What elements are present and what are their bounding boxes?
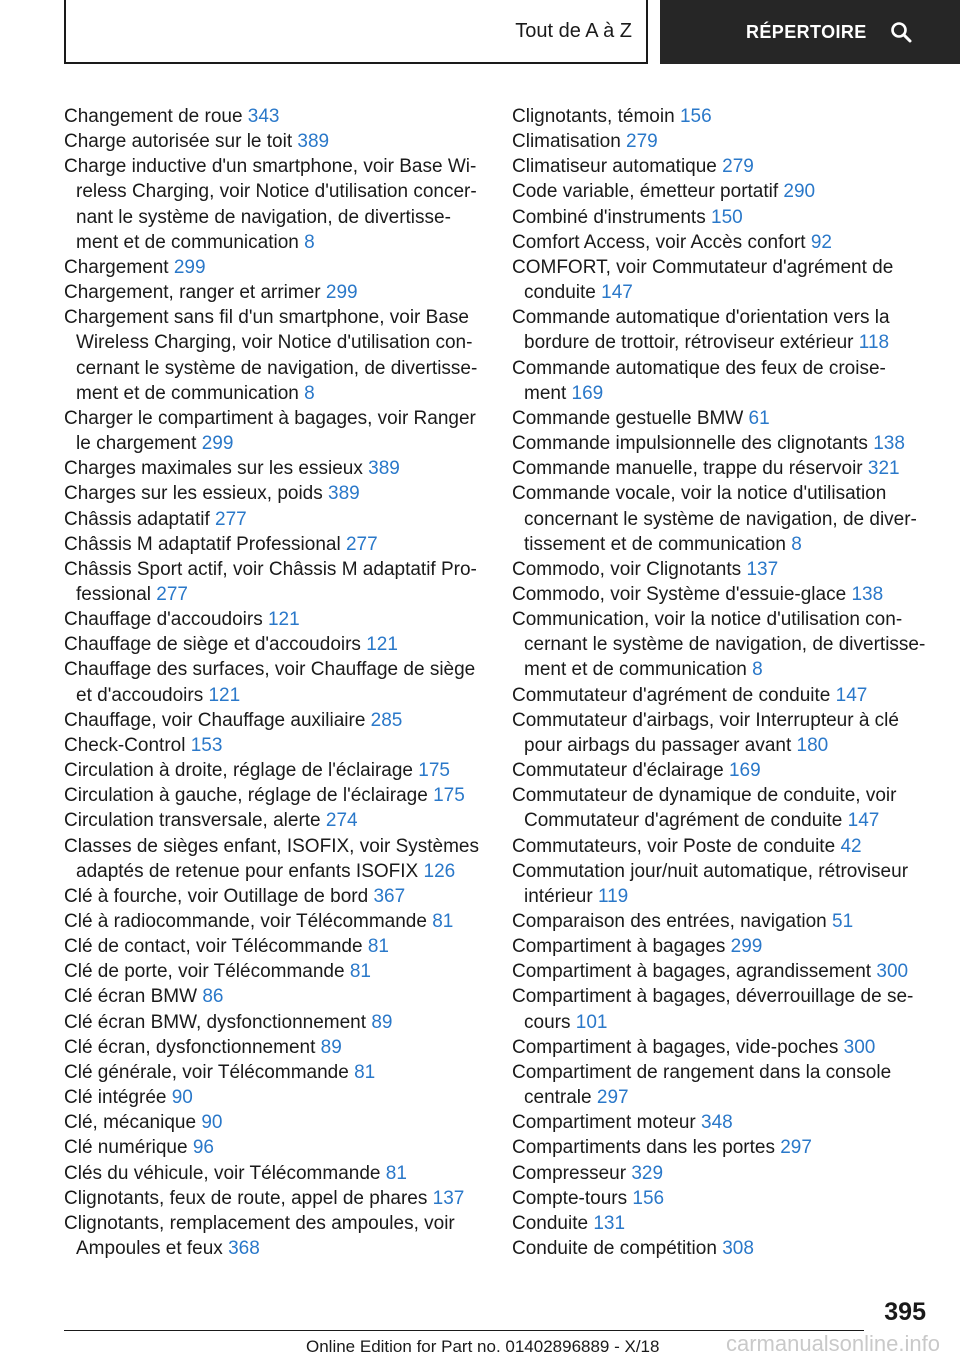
page-link[interactable]: 285 — [370, 709, 403, 731]
page-link[interactable]: 153 — [190, 734, 223, 756]
page-link[interactable]: 121 — [366, 634, 398, 656]
entry-text: Clé à radiocommande, voir Télécommande — [64, 911, 427, 932]
entry-text: Clignotants, remplacement des ampoules, voir — [64, 1212, 455, 1234]
index-entry — [64, 406, 482, 456]
entry-text: Commodo, voir Clignotants — [512, 558, 742, 580]
entry-text: Commutateur d'airbags, voir Interrupteur à clé — [512, 709, 899, 731]
index-entry — [64, 1211, 482, 1261]
page-link[interactable]: 147 — [835, 684, 868, 706]
index-entry — [512, 758, 956, 783]
entry-text: Compartiment à bagages, agrandissement — [512, 961, 872, 983]
entry-text: Compartiment de rangement dans la console — [512, 1061, 892, 1083]
entry-text: Commande impulsionnelle des clignotants — [512, 433, 868, 455]
entry-text: et d'accoudoirs — [76, 684, 204, 706]
page-link[interactable]: 147 — [847, 810, 880, 832]
page-link[interactable]: 8 — [304, 382, 315, 404]
index-entry — [512, 607, 956, 682]
index-entry — [64, 884, 482, 909]
index-entry — [64, 834, 482, 884]
page-link[interactable]: 138 — [851, 583, 884, 605]
index-column-left — [64, 104, 482, 1261]
index-entry — [512, 1211, 956, 1236]
page-link[interactable]: 90 — [201, 1112, 223, 1134]
entry-text: Clé écran BMW — [64, 986, 198, 1008]
entry-text: COMFORT, voir Commutateur d'agrément de — [512, 256, 894, 278]
entry-text: tissement et de communication — [524, 533, 786, 555]
page-link[interactable]: 119 — [597, 885, 629, 907]
page-link[interactable]: 180 — [796, 734, 829, 756]
index-entry — [512, 205, 956, 230]
index-entry — [512, 406, 956, 431]
index-entry — [64, 456, 482, 481]
index-entry — [64, 984, 482, 1009]
index-entry — [512, 984, 956, 1034]
entry-text: Compte-tours — [512, 1187, 628, 1209]
page-link[interactable]: 92 — [810, 231, 832, 253]
page-link[interactable]: 8 — [791, 533, 802, 555]
index-entry — [64, 255, 482, 280]
entry-text: conduite — [524, 282, 596, 304]
entry-text: Commande vocale, voir la notice d'utilisation — [512, 483, 887, 505]
index-entry — [64, 305, 482, 406]
entry-text: Climatiseur automatique — [512, 156, 717, 178]
entry-text: ment — [524, 382, 567, 404]
page-link[interactable]: 89 — [371, 1011, 393, 1033]
index-entry — [64, 104, 482, 129]
page-link[interactable]: 90 — [171, 1087, 193, 1109]
page-link[interactable]: 367 — [373, 885, 406, 907]
index-entry — [64, 1010, 482, 1035]
entry-text: Compartiment à bagages, vide-poches — [512, 1036, 839, 1058]
entry-text: nant le système de navigation, de divertisse- — [76, 206, 451, 228]
entry-text: Comparaison des entrées, navigation — [512, 911, 827, 932]
index-entry — [64, 733, 482, 758]
page-link[interactable]: 279 — [626, 131, 658, 153]
entry-text: Circulation à gauche, réglage de l'éclairage — [64, 785, 428, 807]
entry-text: cernant le système de navigation, de divertisse- — [524, 634, 926, 656]
index-entry — [64, 808, 482, 833]
index-entry — [64, 532, 482, 557]
entry-text: Charger le compartiment à bagages, voir Ranger — [64, 407, 476, 429]
index-entry — [512, 129, 956, 154]
index-entry — [512, 783, 956, 833]
entry-text: Chauffage d'accoudoirs — [64, 609, 263, 631]
entry-text: centrale — [524, 1087, 592, 1109]
index-entry — [512, 1161, 956, 1186]
index-entry — [512, 431, 956, 456]
index-entry — [512, 104, 956, 129]
index-entry — [512, 557, 956, 582]
page-link[interactable]: 150 — [711, 206, 743, 228]
page-link[interactable]: 389 — [328, 483, 360, 505]
entry-text: ment et de communication — [76, 382, 299, 404]
index-entry — [64, 632, 482, 657]
page-link[interactable]: 8 — [304, 231, 315, 253]
page-link[interactable]: 277 — [345, 533, 378, 555]
index-entry — [512, 708, 956, 758]
entry-text: Clé de porte, voir Télécommande — [64, 961, 345, 983]
entry-text: Chargement — [64, 256, 169, 278]
entry-text: Combiné d'instruments — [512, 206, 706, 228]
entry-text: Commutateur de dynamique de conduite, voir — [512, 785, 897, 807]
entry-text: Commande automatique des feux de croise- — [512, 357, 886, 379]
index-entry — [64, 1135, 482, 1160]
index-entry — [512, 356, 956, 406]
entry-text: Commande manuelle, trappe du réservoir — [512, 458, 863, 480]
index-entry — [512, 1236, 956, 1261]
entry-text: Charges sur les essieux, poids — [64, 483, 323, 505]
index-entry — [512, 959, 956, 984]
page-link[interactable]: 169 — [571, 382, 604, 404]
entry-text: Charge inductive d'un smartphone, voir Base Wi- — [64, 156, 477, 178]
page-link[interactable]: 118 — [858, 332, 890, 354]
index-entry — [64, 1035, 482, 1060]
header-tab — [64, 0, 648, 64]
entry-text: Clé numérique — [64, 1137, 188, 1159]
entry-text: Commutateur d'agrément de conduite — [524, 810, 843, 832]
index-entry — [512, 1035, 956, 1060]
page-link[interactable]: 389 — [368, 458, 400, 480]
page-link[interactable]: 81 — [432, 911, 454, 932]
entry-text: bordure de trottoir, rétroviseur extérieur — [524, 332, 854, 354]
entry-text: Commutateurs, voir Poste de conduite — [512, 835, 836, 857]
page-number: 395 — [884, 1298, 926, 1326]
page-link[interactable]: 81 — [349, 961, 371, 983]
entry-text: Clé intégrée — [64, 1087, 167, 1109]
page-link[interactable]: 279 — [722, 156, 754, 178]
index-entry — [512, 934, 956, 959]
entry-text: Comfort Access, voir Accès confort — [512, 231, 806, 253]
page-link[interactable]: 131 — [593, 1212, 626, 1234]
entry-text: Wireless Charging, voir Notice d'utilisation con- — [76, 332, 473, 354]
index-entry — [512, 154, 956, 179]
index-entry — [64, 507, 482, 532]
page-link[interactable]: 321 — [867, 458, 900, 480]
index-entry — [64, 607, 482, 632]
index-entry — [64, 909, 482, 934]
page-link[interactable]: 121 — [208, 684, 241, 706]
index-entry — [512, 255, 956, 305]
page-link[interactable]: 300 — [876, 961, 909, 983]
index-entry — [64, 557, 482, 607]
page-link[interactable]: 175 — [418, 760, 450, 782]
page-link[interactable]: 169 — [728, 760, 761, 782]
page-link[interactable]: 290 — [783, 181, 816, 203]
page-link[interactable]: 51 — [832, 911, 854, 932]
entry-text: Charges maximales sur les essieux — [64, 458, 363, 480]
entry-text: Clé écran, dysfonctionnement — [64, 1036, 316, 1058]
entry-text: le chargement — [76, 433, 197, 455]
index-entry — [512, 230, 956, 255]
page-link[interactable]: 277 — [215, 508, 247, 530]
entry-text: Chauffage de siège et d'accoudoirs — [64, 634, 361, 656]
page-link[interactable]: 121 — [267, 609, 300, 631]
index-entry — [64, 1186, 482, 1211]
page-link[interactable]: 156 — [632, 1187, 665, 1209]
page-link[interactable]: 299 — [730, 936, 763, 958]
index-entry — [64, 280, 482, 305]
entry-text: Circulation à droite, réglage de l'éclairage — [64, 760, 413, 782]
entry-text: pour airbags du passager avant — [524, 734, 792, 756]
page-link[interactable]: 81 — [367, 936, 389, 958]
entry-text: Compartiments dans les portes — [512, 1137, 775, 1159]
index-entry — [512, 859, 956, 909]
entry-text: Clignotants, feux de route, appel de phares — [64, 1187, 428, 1209]
index-entry — [512, 1186, 956, 1211]
entry-text: Code variable, émetteur portatif — [512, 181, 779, 203]
page-link[interactable]: 274 — [325, 810, 358, 832]
entry-text: Clé écran BMW, dysfonctionnement — [64, 1011, 367, 1033]
index-entry — [512, 909, 956, 934]
entry-text: intérieur — [524, 885, 593, 907]
index-entry — [512, 1110, 956, 1135]
index-entry — [64, 1161, 482, 1186]
entry-text: Classes de sièges enfant, ISOFIX, voir Systèmes — [64, 835, 480, 857]
page-link[interactable]: 8 — [752, 659, 763, 681]
entry-text: Clé, mécanique — [64, 1112, 197, 1134]
entry-text: Chauffage, voir Chauffage auxiliaire — [64, 709, 366, 731]
entry-text: Chargement, ranger et arrimer — [64, 282, 321, 304]
entry-text: Ampoules et feux — [76, 1238, 223, 1260]
header-tab-label: Tout de A à Z — [515, 19, 632, 42]
page-link[interactable]: 343 — [247, 106, 280, 127]
entry-text: Compartiment à bagages — [512, 936, 726, 958]
page-link[interactable]: 277 — [156, 583, 188, 605]
entry-text: Commande automatique d'orientation vers la — [512, 307, 890, 329]
index-entry — [512, 834, 956, 859]
index-entry — [512, 582, 956, 607]
entry-text: Circulation transversale, alerte — [64, 810, 321, 832]
entry-text: Check-Control — [64, 734, 186, 756]
index-entry — [64, 1110, 482, 1135]
entry-text: fessional — [76, 583, 151, 605]
index-entry — [512, 683, 956, 708]
page-link[interactable]: 329 — [631, 1162, 664, 1184]
entry-text: Commutateur d'éclairage — [512, 760, 724, 782]
index-entry — [512, 481, 956, 556]
entry-text: concernant le système de navigation, de diver- — [524, 508, 917, 530]
page-link[interactable]: 348 — [701, 1112, 733, 1134]
entry-text: reless Charging, voir Notice d'utilisation concer- — [76, 181, 477, 203]
index-entry — [512, 305, 956, 355]
entry-text: Clignotants, témoin — [512, 106, 675, 127]
page-link[interactable]: 42 — [840, 835, 862, 857]
index-column-right — [512, 104, 956, 1261]
index-entry — [64, 783, 482, 808]
entry-text: Commodo, voir Système d'essuie-glace — [512, 583, 847, 605]
page-link[interactable]: 389 — [297, 131, 330, 153]
page-link[interactable]: 126 — [423, 860, 456, 882]
index-entry — [64, 1060, 482, 1085]
index-entry — [64, 1085, 482, 1110]
edition-text: Online Edition for Part no. 01402896889 - X/18 — [306, 1337, 660, 1356]
page-link[interactable]: 96 — [192, 1137, 214, 1159]
entry-text: ment et de communication — [76, 231, 299, 253]
page-link[interactable]: 61 — [748, 407, 770, 429]
entry-text: Compartiment moteur — [512, 1112, 696, 1134]
entry-text: Châssis M adaptatif Professional — [64, 533, 341, 555]
entry-text: Chauffage des surfaces, voir Chauffage de siège — [64, 659, 476, 681]
page-link[interactable]: 81 — [354, 1061, 376, 1083]
entry-text: Clé à fourche, voir Outillage de bord — [64, 885, 369, 907]
index-entry — [64, 129, 482, 154]
index-entry — [512, 456, 956, 481]
entry-text: Châssis Sport actif, voir Châssis M adaptatif Pro- — [64, 558, 477, 580]
page-link[interactable]: 300 — [843, 1036, 876, 1058]
page-link[interactable]: 299 — [325, 282, 358, 304]
entry-text: Chargement sans fil d'un smartphone, voir Base — [64, 307, 469, 329]
page-link[interactable]: 89 — [320, 1036, 342, 1058]
entry-text: adaptés de retenue pour enfants ISOFIX — [76, 860, 419, 882]
page-link[interactable]: 156 — [679, 106, 712, 127]
entry-text: Charge autorisée sur le toit — [64, 131, 293, 153]
page-link[interactable]: 137 — [432, 1187, 465, 1209]
index-entry — [64, 154, 482, 255]
entry-text: Clé de contact, voir Télécommande — [64, 936, 363, 958]
index-entry — [512, 179, 956, 204]
entry-text: Communication, voir la notice d'utilisation con- — [512, 609, 903, 631]
index-entry — [512, 1135, 956, 1160]
page-link[interactable]: 297 — [596, 1087, 629, 1109]
entry-text: Commande gestuelle BMW — [512, 407, 744, 429]
page-link[interactable]: 137 — [746, 558, 779, 580]
entry-text: Châssis adaptatif — [64, 508, 210, 530]
page-link[interactable]: 299 — [173, 256, 206, 278]
entry-text: cours — [524, 1011, 571, 1033]
entry-text: Changement de roue — [64, 106, 243, 127]
page-link[interactable]: 368 — [228, 1238, 260, 1260]
entry-text: Clés du véhicule, voir Télécommande — [64, 1162, 381, 1184]
entry-text: cernant le système de navigation, de divertisse- — [76, 357, 478, 379]
entry-text: Compresseur — [512, 1162, 627, 1184]
page-link[interactable]: 81 — [385, 1162, 407, 1184]
page-link[interactable]: 299 — [201, 433, 234, 455]
index-entry — [64, 959, 482, 984]
entry-text: Compartiment à bagages, déverrouillage de se- — [512, 986, 914, 1008]
index-entry — [64, 708, 482, 733]
page-link[interactable]: 297 — [780, 1137, 812, 1159]
index-entry — [64, 481, 482, 506]
page-link[interactable]: 86 — [202, 986, 224, 1008]
search-icon[interactable] — [889, 20, 913, 44]
section-tab[interactable] — [660, 0, 960, 64]
index-entry — [64, 934, 482, 959]
index-entry — [512, 1060, 956, 1110]
entry-text: Commutation jour/nuit automatique, rétroviseur — [512, 860, 909, 882]
index-entry — [64, 758, 482, 783]
index-entry — [64, 657, 482, 707]
page-link[interactable]: 147 — [601, 282, 633, 304]
page-link[interactable]: 175 — [433, 785, 465, 807]
entry-text: ment et de communication — [524, 659, 747, 681]
section-label: RÉPERTOIRE — [746, 21, 867, 42]
entry-text: Conduite — [512, 1212, 589, 1234]
watermark: carmanualsonline.info — [725, 1331, 940, 1356]
entry-text: Climatisation — [512, 131, 621, 153]
entry-text: Clé générale, voir Télécommande — [64, 1061, 349, 1083]
entry-text: Conduite de compétition — [512, 1238, 717, 1260]
page-link[interactable]: 101 — [575, 1011, 608, 1033]
entry-text: Commutateur d'agrément de conduite — [512, 684, 831, 706]
page-link[interactable]: 308 — [722, 1238, 754, 1260]
page-link[interactable]: 138 — [873, 433, 905, 455]
